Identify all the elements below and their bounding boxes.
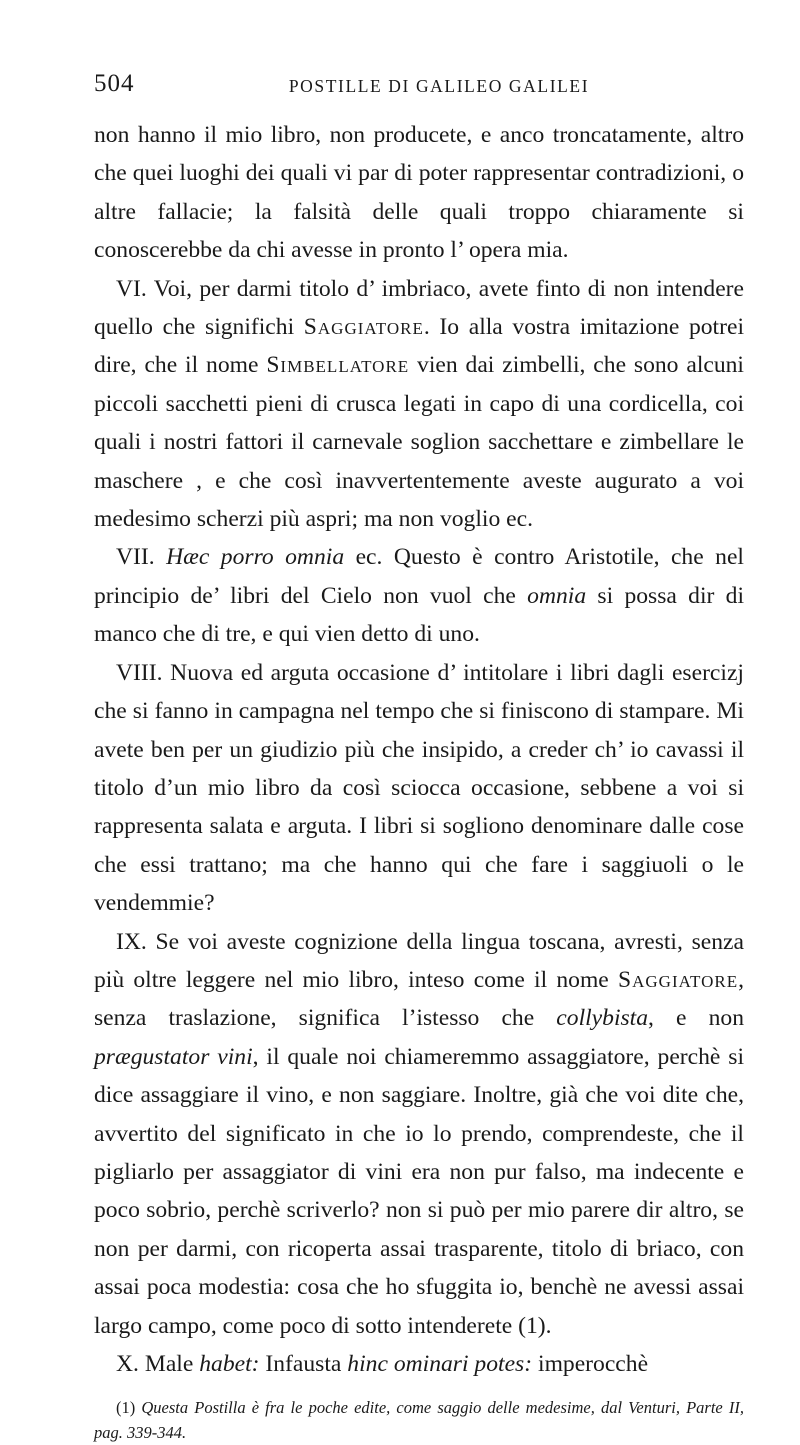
page-number: 504 bbox=[94, 70, 135, 97]
running-head: POSTILLE DI GALILEO GALILEI bbox=[288, 76, 590, 96]
text-run: VI. Voi, per darmi titolo d’ imbriaco, avete finto di non intendere quello che significhi bbox=[94, 275, 744, 341]
footnote-text: Questa Postilla è fra le poche edite, come saggio delle medesime, dal Venturi, Parte II, pag. 339-344. bbox=[94, 1398, 744, 1443]
paragraph-x bbox=[94, 1345, 744, 1383]
latin-quote: habet: bbox=[199, 1351, 266, 1377]
page-header bbox=[94, 64, 744, 104]
text-run: X. Male bbox=[116, 1351, 200, 1377]
paragraph-continuation: non hanno il mio libro, non producete, e anco troncatamente, altro che quei luoghi dei quali vi par di poter rappresentar contradizioni, o altre fallacie; la falsità delle quali troppo chiaramente si conoscerebbe da chi avesse in pronto l’ opera mia. bbox=[94, 122, 744, 264]
text-run: si possa dir di manco che di tre, e qui vien detto di uno. bbox=[94, 582, 744, 648]
text-run: , il quale noi chiameremmo assaggiatore, perchè si dice assaggiare il vino, e non saggiare. Inoltre, già che voi dite che, avvertito del significato in che io lo prendo, comprendeste, che il pigliarlo per assaggiator di vini era non pur falso, ma indecente e poco sobrio, perchè scriverlo? non si può per mio parere dir altro, se non per darmi, con ricoperta assai trasparente, titolo di briaco, con assai poca modestia: cosa che ho sfuggita io, benchè ne avessi assai largo campo, come poco di sotto intenderete (1). bbox=[94, 1043, 744, 1339]
text-run: imperocchè bbox=[532, 1351, 649, 1377]
text-run: , senza traslazione, significa l’istesso che bbox=[94, 966, 744, 1032]
text-run: VII. bbox=[116, 544, 167, 571]
text-run: . Io alla vostra imitazione potrei dire, che il nome bbox=[94, 314, 744, 379]
text-run: , e non bbox=[648, 1005, 745, 1032]
latin-word: collybista bbox=[556, 1005, 649, 1032]
paragraph-vi bbox=[94, 270, 744, 539]
text-run: Infausta bbox=[265, 1351, 348, 1377]
term-saggiatore: Saggiatore bbox=[303, 314, 424, 341]
paragraph-ix bbox=[94, 923, 744, 1345]
term-simbellatore: Simbellatore bbox=[266, 352, 410, 379]
footnote-mark: (1) bbox=[116, 1398, 142, 1418]
latin-quote: prægustator vini bbox=[94, 1043, 253, 1070]
text-run: ec. Questo è contro Aristotile, che nel principio de’ libri del Cielo non vuol che bbox=[94, 544, 744, 609]
term-saggiatore: Saggiatore bbox=[618, 966, 739, 993]
text-run: vien dai zimbelli, che sono alcuni piccoli sacchetti pieni di crusca legati in capo di una cordicella, coi quali i nostri fattori il carnevale soglion sacchettare e zimbellare le maschere , e che così inavvertentemente aveste augurato a voi medesimo scherzi più aspri; ma non voglio ec. bbox=[94, 352, 744, 533]
latin-quote: Hæc porro omnia bbox=[166, 544, 345, 571]
text-run: IX. Se voi aveste cognizione della lingua toscana, avresti, senza più oltre leggere nel mio libro, inteso come il nome bbox=[94, 928, 744, 993]
latin-word: omnia bbox=[527, 582, 587, 609]
book-page bbox=[94, 64, 744, 1445]
body-text bbox=[94, 116, 744, 1383]
footnote bbox=[94, 1395, 744, 1445]
paragraph-viii: VIII. Nuova ed arguta occasione d’ intitolare i libri dagli esercizj che si fanno in campagna nel tempo che si finiscono di stampare. Mi avete ben per un giudizio più che insipido, a creder ch’ io cavassi il titolo d’un mio libro da così sciocca occasione, sebbene a voi si rappresenta salata e arguta. I libri si sogliono denominare dalle cose che essi trattano; ma che hanno qui che fare i saggiuoli o le vendemmie? bbox=[94, 659, 744, 917]
paragraph-vii bbox=[94, 538, 744, 653]
latin-quote: hinc ominari potes: bbox=[347, 1351, 533, 1377]
